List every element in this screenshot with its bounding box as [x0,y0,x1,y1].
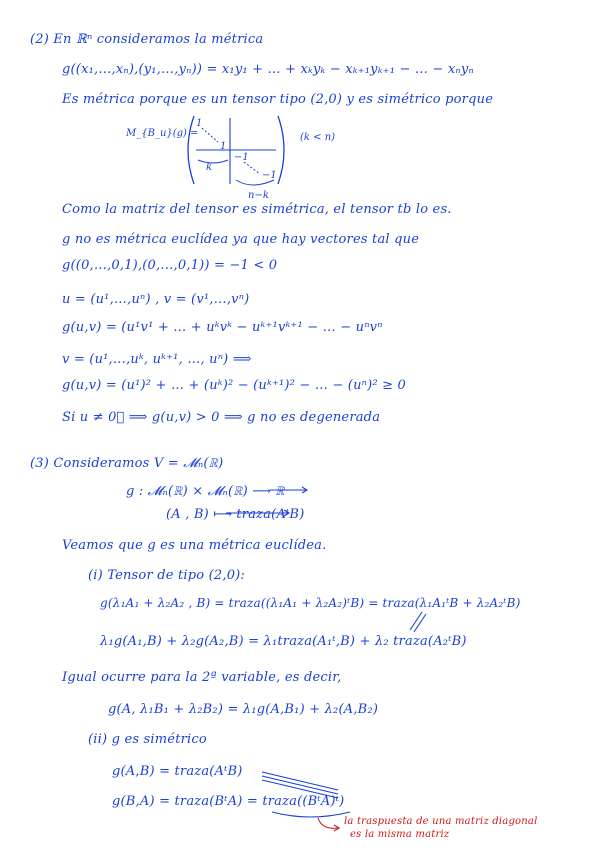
line-symmetric-heading: (ii) g es simétrico [88,732,207,747]
line-matrix-symmetric: Como la matriz del tensor es simétrica, el tensor tb lo es. [62,202,452,217]
line-metric-reason: Es métrica porque es un tensor tipo (2,0) y es simétrico porque [62,92,494,107]
matrix-neg-bottom: −1 [262,170,277,181]
line-counterexample: g((0,…,0,1),(0,…,0,1)) = −1 < 0 [62,258,278,273]
line-metric-definition: g((x₁,…,xₙ),(y₁,…,yₙ)) = x₁y₁ + … + xₖyₖ − xₖ₊₁yₖ₊₁ − … − xₙyₙ [62,62,474,77]
line-linearity-second: g(A, λ₁B₁ + λ₂B₂) = λ₁g(A,B₁) + λ₂(A,B₂) [108,702,379,717]
matrix-condition: (k < n) [300,132,336,143]
line-linearity-first: g(λ₁A₁ + λ₂A₂ , B) = traza((λ₁A₁ + λ₂A₂)ᵗB) = traza(λ₁A₁ᵗB + λ₂A₂ᵗB) [100,596,521,610]
matrix-one-top: 1 [196,118,203,129]
note-transpose-line-2: es la misma matriz [350,829,450,840]
line-nondegenerate: Si u ≠ 0⃗ ⟹ g(u,v) > 0 ⟹ g no es degenerada [62,410,381,425]
line-g-uv-expansion: g(u,v) = (u¹v¹ + … + uᵏvᵏ − uᵏ⁺¹vᵏ⁺¹ − … − uⁿvⁿ [62,320,383,335]
matrix-lhs: M_{B_u}(g) = [126,128,199,139]
matrix-neg-top: −1 [234,152,249,163]
line-g-uv-squares: g(u,v) = (u¹)² + … + (uᵏ)² − (uᵏ⁺¹)² − … − (uⁿ)² ≥ 0 [62,378,407,393]
line-v-choice: v = (u¹,…,uᵏ, uᵏ⁺¹, …, uⁿ) ⟹ [62,352,252,367]
matrix-one-bottom: 1 [220,141,227,152]
line-vectors-uv: u = (u¹,…,uⁿ) , v = (v¹,…,vⁿ) [62,292,250,307]
line-g-ab: g(A,B) = traza(AᵗB) [112,764,243,779]
line-section-2-heading: (2) En ℝⁿ consideramos la métrica [30,32,264,47]
note-transpose-line-1: la traspuesta de una matriz diagonal [344,816,538,827]
line-linearity-result: λ₁g(A₁,B) + λ₂g(A₂,B) = λ₁traza(A₁ᵗ,B) + λ₂ traza(A₂ᵗB) [100,634,467,649]
matrix-k-label: k [206,162,213,173]
line-tensor-type: (i) Tensor de tipo (2,0): [88,568,246,583]
line-g-mapping: (A , B) ⟼ traza(AᵗB) [166,507,305,522]
line-veamos: Veamos que g es una métrica euclídea. [62,538,327,553]
line-not-euclidean: g no es métrica euclídea ya que hay vectores tal que [62,232,420,247]
line-section-3-heading: (3) Consideramos V = 𝓜ₙ(ℝ) [30,456,224,471]
line-g-ba: g(B,A) = traza(BᵗA) = traza((BᵗA)ᵗ) [112,794,345,809]
line-second-variable: Igual ocurre para la 2ª variable, es decir, [62,670,342,685]
matrix-nk-label: n−k [248,190,269,201]
line-g-signature: g : 𝓜ₙ(ℝ) × 𝓜ₙ(ℝ) ⟶ ℝ [126,484,285,499]
